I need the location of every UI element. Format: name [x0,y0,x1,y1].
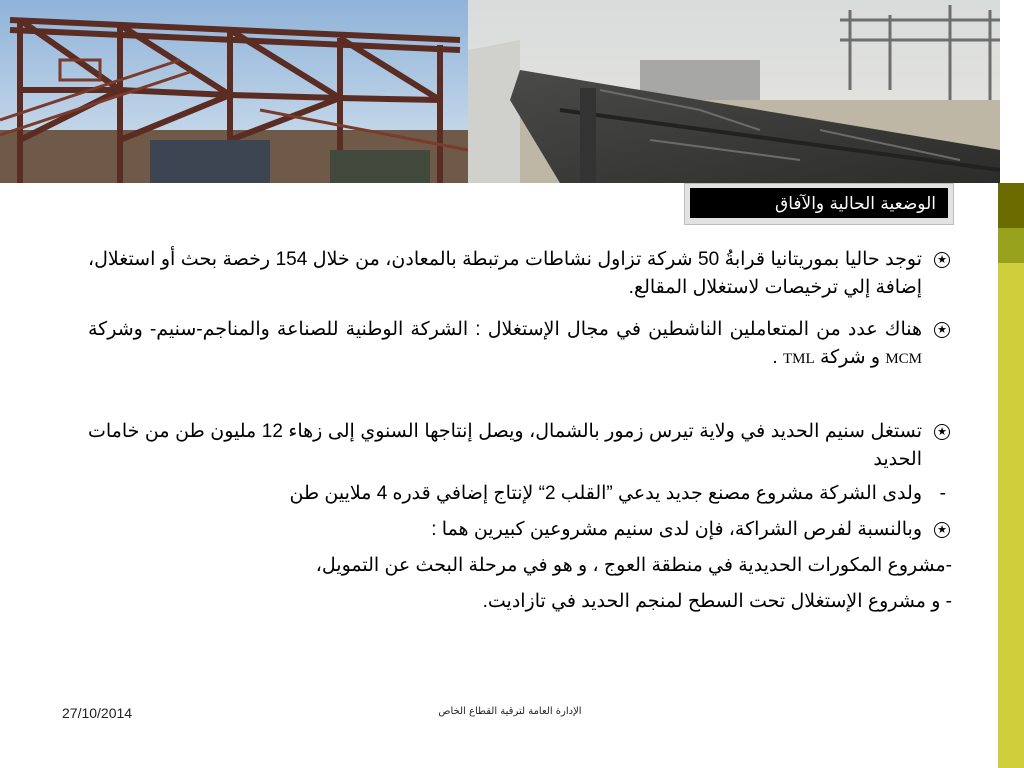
list-item [88,552,952,580]
item-text: -مشروع المكورات الحديدية في منطقة العوج ، و هو في مرحلة البحث عن التمويل، [315,555,952,576]
side-stripe-mid [998,228,1024,263]
footer-date: 27/10/2014 [62,705,133,721]
side-stripe-dark [998,183,1024,228]
dash-bullet: - [939,483,946,504]
ore-wagons-photo [468,0,1000,183]
item-text: توجد حاليا بموريتانيا قرابةُ 50 شركة تزاول نشاطات مرتبطة بالمعادن، من خلال 154 رخصة بحث أو استغلال، إضافة إلي ترخيصات لاستغلال المقالع. [88,249,922,298]
list-item [88,418,952,474]
title-box [684,183,954,225]
item-conjunction: و شركة [819,347,881,368]
item-text: وبالنسبة لفرص الشراكة، فإن لدى سنيم مشروعين كبيرين هما : [431,519,922,540]
header-photos [0,0,1000,183]
item-text: تستغل سنيم الحديد في ولاية تيرس زمور بالشمال، ويصل إنتاجها السنوي إلى زهاء 12 مليون طن من خامات الحديد [88,421,922,470]
footer-organization: الإدارة العامة لترقية القطاع الخاص [438,706,582,717]
item-text: ولدى الشركة مشروع مصنع جديد يدعي ”القلب 2“ لإنتاج إضافي قدره 4 ملايين طن [289,483,922,504]
company-tml: TML [782,351,815,367]
list-item [88,246,952,302]
side-color-bar [998,183,1024,768]
item-text: - و مشروع الإستغلال تحت السطح لمنجم الحديد في تازاديت. [482,591,952,612]
star-in-circle-icon: ★ [934,322,950,338]
list-item [88,588,952,616]
company-mcm: MCM [885,351,922,367]
star-in-circle-icon: ★ [934,252,950,268]
item-period: . [772,347,778,368]
side-stripe-light [998,263,1024,768]
header-banner [0,0,1000,183]
star-in-circle-icon: ★ [934,522,950,538]
steel-structure-photo [0,0,468,183]
list-item [88,480,952,508]
slide-content [88,246,952,616]
star-in-circle-icon: ★ [934,424,950,440]
slide-title: الوضعية الحالية والآفاق [690,188,948,218]
list-item [88,516,952,544]
list-item [88,316,952,373]
item-text: هناك عدد من المتعاملين الناشطين في مجال الإستغلال : الشركة الوطنية للصناعة والمناجم-سنيم- وشركة [88,319,923,340]
